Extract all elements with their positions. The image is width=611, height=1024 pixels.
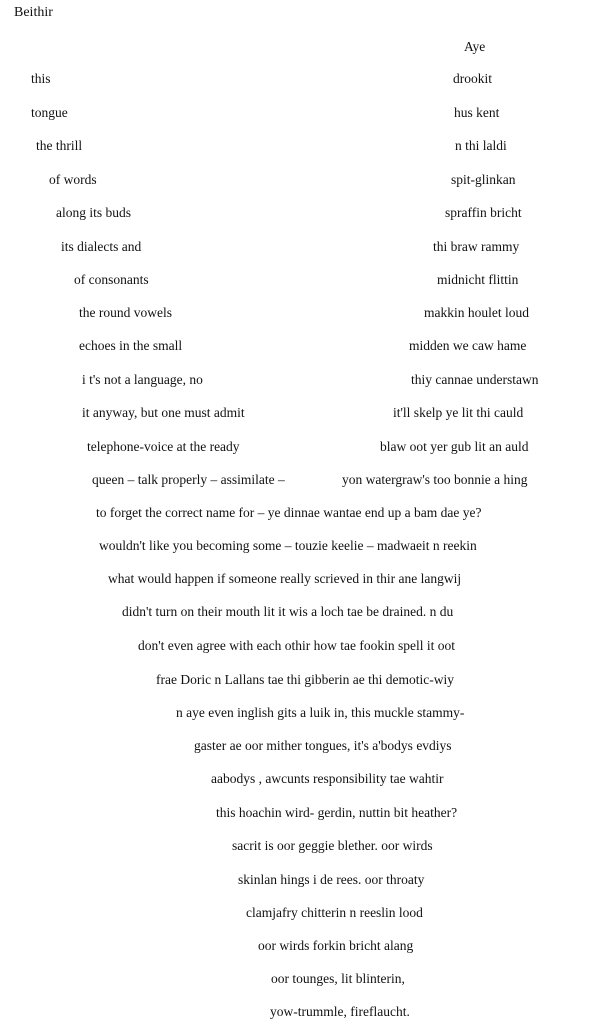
right-line: makkin houlet loud bbox=[424, 305, 529, 320]
merged-line: skinlan hings i de rees. oor throaty bbox=[238, 872, 425, 887]
right-line: hus kent bbox=[454, 105, 500, 120]
merged-line: didn't turn on their mouth lit it wis a loch tae be drained. n du bbox=[122, 604, 454, 619]
merged-line: oor tounges, lit blinterin, bbox=[271, 971, 405, 986]
right-line: spraffin bricht bbox=[445, 205, 522, 220]
right-line: midden we caw hame bbox=[409, 338, 527, 353]
right-line: yon watergraw's too bonnie a hing bbox=[342, 472, 528, 487]
left-line: the thrill bbox=[36, 138, 83, 153]
right-line: n thi laldi bbox=[455, 138, 507, 153]
poem-title: Beithir bbox=[14, 5, 53, 20]
right-line: blaw oot yer gub lit an auld bbox=[380, 439, 529, 454]
right-line: spit-glinkan bbox=[451, 172, 516, 187]
left-line: this bbox=[31, 71, 51, 86]
merged-line: sacrit is oor geggie blether. oor wirds bbox=[232, 838, 433, 853]
merged-line: to forget the correct name for – ye dinnae wantae end up a bam dae ye? bbox=[96, 505, 482, 520]
right-line: drookit bbox=[453, 71, 492, 86]
right-line: midnicht flittin bbox=[437, 272, 519, 287]
left-line: i t's not a language, no bbox=[82, 372, 203, 387]
merged-line: yow-trummle, fireflaucht. bbox=[270, 1004, 410, 1019]
left-line: of consonants bbox=[74, 272, 149, 287]
right-line: thi braw rammy bbox=[433, 239, 520, 254]
merged-line: what would happen if someone really scrieved in thir ane langwij bbox=[108, 571, 462, 586]
left-line: tongue bbox=[31, 105, 68, 120]
left-line: its dialects and bbox=[61, 239, 142, 254]
merged-line: wouldn't like you becoming some – touzie keelie – madwaeit n reekin bbox=[99, 538, 477, 553]
merged-line: n aye even inglish gits a luik in, this muckle stammy- bbox=[176, 705, 465, 720]
merged-line: this hoachin wird- gerdin, nuttin bit heather? bbox=[216, 805, 458, 820]
left-line: echoes in the small bbox=[79, 338, 183, 353]
left-line: telephone-voice at the ready bbox=[87, 439, 240, 454]
left-line: of words bbox=[49, 172, 97, 187]
right-line: it'll skelp ye lit thi cauld bbox=[393, 405, 524, 420]
left-line: along its buds bbox=[56, 205, 132, 220]
left-line: queen – talk properly – assimilate – bbox=[92, 472, 285, 487]
merged-line: aabodys , awcunts responsibility tae wahtir bbox=[211, 771, 444, 786]
merged-line: frae Doric n Lallans tae thi gibberin ae thi demotic-wiy bbox=[156, 672, 455, 687]
left-line: it anyway, but one must admit bbox=[82, 405, 245, 420]
merged-line: don't even agree with each othir how tae fookin spell it oot bbox=[138, 638, 455, 653]
right-line: thiy cannae understawn bbox=[411, 372, 539, 387]
merged-line: oor wirds forkin bricht alang bbox=[258, 938, 414, 953]
left-line: the round vowels bbox=[79, 305, 172, 320]
merged-line: clamjafry chitterin n reeslin lood bbox=[246, 905, 423, 920]
right-line: Aye bbox=[464, 39, 486, 54]
merged-line: gaster ae oor mither tongues, it's a'bodys evdiys bbox=[194, 738, 452, 753]
